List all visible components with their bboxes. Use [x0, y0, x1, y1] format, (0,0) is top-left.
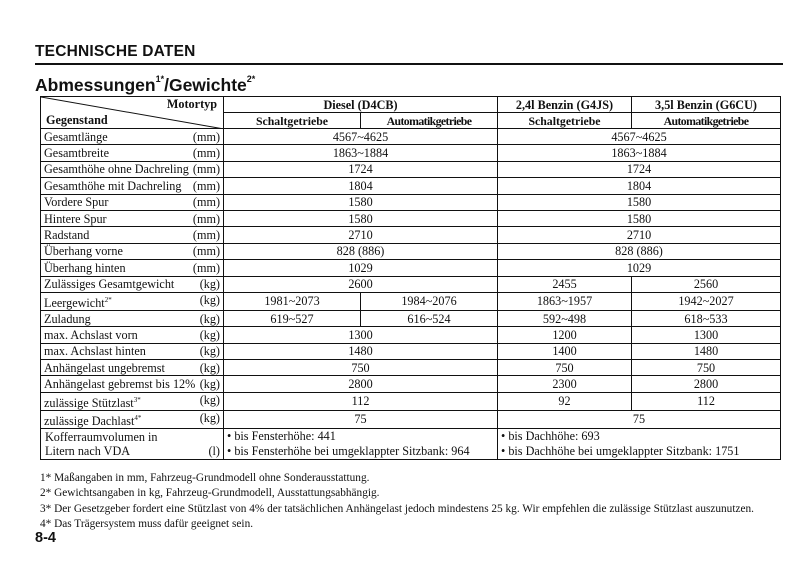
- table-row: [41, 145, 781, 161]
- trunk-label: Kofferraumvolumen in Litern nach VDA (l): [41, 428, 224, 459]
- gearbox-diesel-manual: Schaltgetriebe: [224, 113, 361, 129]
- table-row: [41, 243, 781, 259]
- row-label: Anhängelast gebremst bis 12% (kg): [41, 376, 224, 392]
- engine-g4js: 2,4l Benzin (G4JS): [498, 97, 632, 113]
- table-row: [41, 161, 781, 177]
- row-label: zulässige Stützlast$^{3*}$ (kg): [41, 392, 224, 410]
- benzin-value: 1863~1884: [498, 145, 781, 161]
- table-row: [41, 360, 781, 376]
- g6cu-value: 112: [632, 392, 781, 410]
- diesel-value: 828 (886): [224, 243, 498, 259]
- diesel-value: 1480: [224, 343, 498, 359]
- diesel-value: 1300: [224, 327, 498, 343]
- g4js-value: 750: [498, 360, 632, 376]
- benzin-value: 75: [498, 410, 781, 428]
- gearbox-g4js-manual: Schaltgetriebe: [498, 113, 632, 129]
- table-row: [41, 178, 781, 194]
- row-label: Gesamthöhe mit Dachreling (mm): [41, 178, 224, 194]
- table-row-trunk-1: [41, 428, 781, 444]
- benzin-value: 1580: [498, 210, 781, 226]
- row-label: Zuladung (kg): [41, 310, 224, 326]
- trunk-diesel-window: • bis Fensterhöhe: 441: [224, 428, 498, 444]
- diesel-value: 75: [224, 410, 498, 428]
- diesel-manual-value: 1981~2073: [224, 292, 361, 310]
- row-label: Überhang vorne (mm): [41, 243, 224, 259]
- engine-header-row: [41, 97, 781, 113]
- diesel-value: 1863~1884: [224, 145, 498, 161]
- table-row-roof: [41, 410, 781, 428]
- diesel-value: 750: [224, 360, 498, 376]
- row-label: Zulässiges Gesamtgewicht (kg): [41, 276, 224, 292]
- row-label: Hintere Spur (mm): [41, 210, 224, 226]
- table-row: [41, 392, 781, 410]
- benzin-value: 1029: [498, 260, 781, 276]
- gearbox-diesel-auto: Automatikgetriebe: [361, 113, 498, 129]
- corner-motortyp: Motortyp: [166, 97, 217, 111]
- gearbox-g6cu-auto: Automatikgetriebe: [632, 113, 781, 129]
- row-label: max. Achslast hinten (kg): [41, 343, 224, 359]
- benzin-value: 1724: [498, 161, 781, 177]
- footnote-3: 3* Der Gesetzgeber fordert eine Stützlast von 4% der tatsächlichen Anhängelast jedoch mindestens 25 kg. Wir empfehlen die zulässige Stützlast auszunutzen.: [40, 502, 754, 515]
- diesel-value: 1029: [224, 260, 498, 276]
- trunk-benzin-roof: • bis Dachhöhe: 693: [498, 428, 781, 444]
- table-row-gvw: [41, 276, 781, 292]
- page-subtitle: [35, 74, 255, 96]
- g4js-value: 1863~1957: [498, 292, 632, 310]
- benzin-value: 4567~4625: [498, 129, 781, 145]
- table-row: [41, 260, 781, 276]
- row-label: Gesamtbreite (mm): [41, 145, 224, 161]
- g4js-value: 92: [498, 392, 632, 410]
- table-row: [41, 227, 781, 243]
- page-number: 8-4: [35, 530, 56, 546]
- row-label: zulässige Dachlast$^{4*}$ (kg): [41, 410, 224, 428]
- benzin-value: 1804: [498, 178, 781, 194]
- table-row-curb: [41, 292, 781, 310]
- diesel-value: 112: [224, 392, 498, 410]
- g4js-value: 1200: [498, 327, 632, 343]
- diesel-value: 2710: [224, 227, 498, 243]
- spec-table: [40, 96, 781, 460]
- benzin-value: 1580: [498, 194, 781, 210]
- subtitle-footnote-mark: 1*: [155, 74, 165, 84]
- g6cu-value: 2560: [632, 276, 781, 292]
- g6cu-value: 1480: [632, 343, 781, 359]
- row-label: Radstand (mm): [41, 227, 224, 243]
- table-row: [41, 376, 781, 392]
- corner-gegenstand: Gegenstand: [46, 113, 108, 127]
- row-label: Gesamtlänge (mm): [41, 129, 224, 145]
- diesel-value: 4567~4625: [224, 129, 498, 145]
- benzin-value: 828 (886): [498, 243, 781, 259]
- subtitle-text: Abmessungen: [35, 75, 156, 95]
- trunk-diesel-folded: • bis Fensterhöhe bei umgeklappter Sitzbank: 964: [224, 444, 498, 460]
- g6cu-value: 2800: [632, 376, 781, 392]
- row-label: Vordere Spur (mm): [41, 194, 224, 210]
- g6cu-value: 1300: [632, 327, 781, 343]
- subtitle-footnote-mark-2: 2*: [246, 74, 256, 84]
- table-row-payload: [41, 310, 781, 326]
- g4js-value: 592~498: [498, 310, 632, 326]
- diesel-value: 1724: [224, 161, 498, 177]
- diesel-value: 2800: [224, 376, 498, 392]
- g4js-value: 2300: [498, 376, 632, 392]
- table-corner-cell: [41, 97, 224, 129]
- diesel-auto-value: 616~524: [361, 310, 498, 326]
- title-divider: [35, 63, 783, 65]
- g4js-value: 2455: [498, 276, 632, 292]
- g4js-value: 1400: [498, 343, 632, 359]
- footnote-1: 1* Maßangaben in mm, Fahrzeug-Grundmodell ohne Sonderausstattung.: [40, 472, 370, 484]
- diesel-value: 2600: [224, 276, 498, 292]
- subtitle-text-2: /Gewichte: [164, 75, 247, 95]
- diesel-value: 1804: [224, 178, 498, 194]
- engine-diesel: Diesel (D4CB): [224, 97, 498, 113]
- diesel-value: 1580: [224, 194, 498, 210]
- footnotes: [40, 471, 754, 532]
- table-row: [41, 129, 781, 145]
- diesel-manual-value: 619~527: [224, 310, 361, 326]
- diesel-value: 1580: [224, 210, 498, 226]
- trunk-benzin-folded: • bis Dachhöhe bei umgeklappter Sitzbank: 1751: [498, 444, 781, 460]
- g6cu-value: 618~533: [632, 310, 781, 326]
- diesel-auto-value: 1984~2076: [361, 292, 498, 310]
- table-row: [41, 210, 781, 226]
- g6cu-value: 1942~2027: [632, 292, 781, 310]
- table-row: [41, 343, 781, 359]
- row-label: Überhang hinten (mm): [41, 260, 224, 276]
- row-label: Anhängelast ungebremst (kg): [41, 360, 224, 376]
- row-label: max. Achslast vorn (kg): [41, 327, 224, 343]
- table-row: [41, 194, 781, 210]
- footnote-4: 4* Das Trägersystem muss dafür geeignet sein.: [40, 517, 254, 530]
- engine-g6cu: 3,5l Benzin (G6CU): [632, 97, 781, 113]
- table-row: [41, 327, 781, 343]
- row-label: Leergewicht$^{2*}$ (kg): [41, 292, 224, 310]
- footnote-2: 2* Gewichtsangaben in kg, Fahrzeug-Grundmodell, Ausstattungsabhängig.: [40, 487, 380, 500]
- section-title: TECHNISCHE DATEN: [35, 43, 196, 60]
- g6cu-value: 750: [632, 360, 781, 376]
- benzin-value: 2710: [498, 227, 781, 243]
- row-label: Gesamthöhe ohne Dachreling (mm): [41, 161, 224, 177]
